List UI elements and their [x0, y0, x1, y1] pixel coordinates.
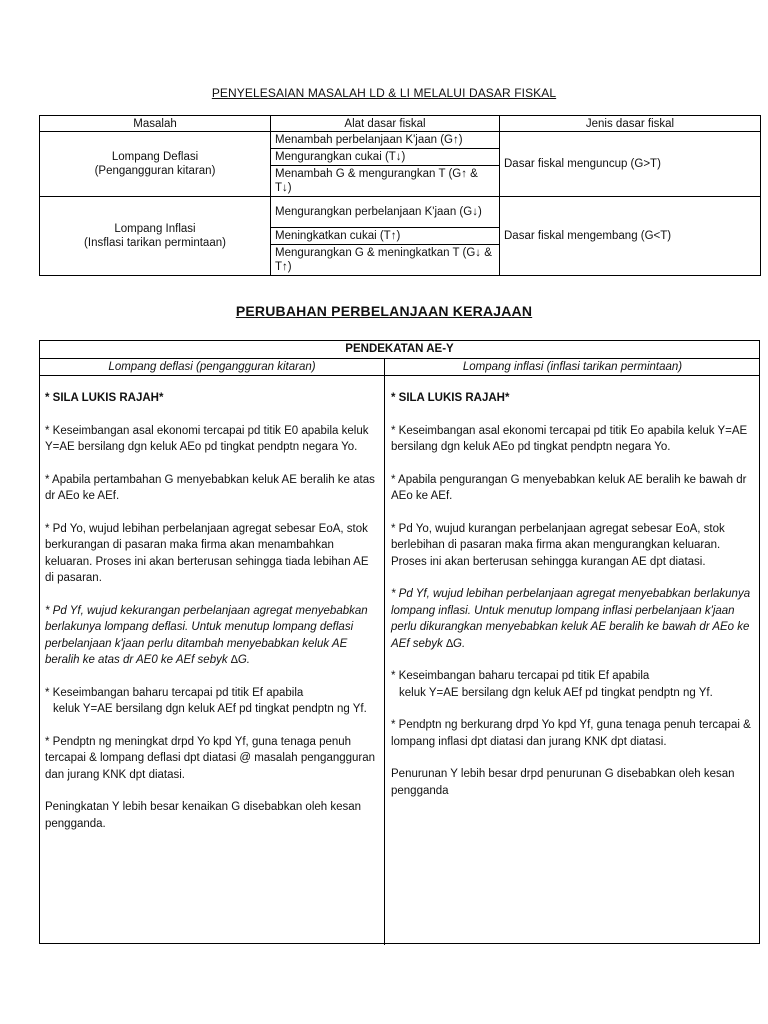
problem-cell-deflation [40, 132, 271, 197]
table-heading: PENDEKATAN AE-Y [40, 341, 759, 359]
paragraph: * Keseimbangan asal ekonomi tercapai pd titik E0 apabila keluk Y=AE bersilang dgn keluk AEo pd tingkat pendptn negara Yo. [45, 424, 369, 453]
column-header-type: Jenis dasar fiskal [500, 116, 761, 132]
instruction-text: * SILA LUKIS RAJAH* [391, 392, 510, 404]
paragraph: keluk Y=AE bersilang dgn keluk AEf pd tingkat pendptn ng Yf. [53, 703, 367, 715]
paragraph: * Apabila pertambahan G menyebabkan keluk AE beralih ke atas dr AEo ke AEf. [45, 473, 375, 502]
subheader-row [40, 359, 759, 376]
column-header-problem: Masalah [40, 116, 271, 132]
section-title: PERUBAHAN PERBELANJAAN KERAJAAN [235, 303, 533, 319]
page-title: PENYELESAIAN MASALAH LD & LI MELALUI DASAR FISKAL [211, 86, 557, 100]
paragraph: * Pd Yf, wujud lebihan perbelanjaan agregat menyebabkan berlakunya lompang inflasi. Untuk menutup lompang inflasi perbelanjaan k'jaan perlu dikurangkan menyebabkan keluk AE beralih ke bawah dr AEo ke AEf sebyk ∆G. [391, 588, 751, 650]
paragraph: * Pd Yo, wujud kurangan perbelanjaan agregat sebesar EoA, stok berlebihan di pasaran maka firma akan mengurangkan keluaran. Proses ini akan berterusan sehingga kurangan AE dpt diatasi. [391, 522, 725, 568]
policy-type-cell: Dasar fiskal menguncup (G>T) [500, 132, 761, 197]
table-row [40, 197, 761, 228]
right-column-subheader: Lompang inflasi (inflasi tarikan permintaan) [462, 361, 683, 373]
problem-subtitle: (Insflasi tarikan permintaan) [84, 237, 226, 249]
deflation-column [40, 376, 385, 945]
column-header-tool: Alat dasar fiskal [271, 116, 500, 132]
paragraph: * Keseimbangan baharu tercapai pd titik Ef apabila [391, 670, 650, 682]
table-body [40, 376, 759, 945]
problem-name: Lompang Inflasi [114, 223, 196, 235]
paragraph: * Pd Yf, wujud kekurangan perbelanjaan agregat menyebabkan berlakunya lompang deflasi. Untuk menutup lompang deflasi perbelanjaan k'jaan perlu ditambah menyebabkan keluk AE beralih ke atas dr AE0 ke AEf sebyk ∆G. [45, 604, 368, 666]
left-column-subheader: Lompang deflasi (pengangguran kitaran) [40, 359, 385, 375]
instruction-text: * SILA LUKIS RAJAH* [45, 392, 164, 404]
table-row [40, 132, 761, 149]
tool-cell: Mengurangkan cukai (T↓) [271, 149, 500, 166]
paragraph: Peningkatan Y lebih besar kenaikan G disebabkan oleh kesan pengganda. [45, 801, 362, 830]
paragraph: * Keseimbangan asal ekonomi tercapai pd titik Eo apabila keluk Y=AE bersilang dgn keluk AEo pd tingkat pendptn negara Yo. [391, 424, 748, 453]
paragraph: * Keseimbangan baharu tercapai pd titik Ef apabila [45, 686, 304, 699]
inflation-column [385, 376, 759, 945]
paragraph: * Apabila pengurangan G menyebabkan keluk AE beralih ke bawah dr AEo ke AEf. [391, 473, 747, 502]
tool-cell: Menambah perbelanjaan K'jaan (G↑) [271, 132, 500, 149]
paragraph: * Pendptn ng meningkat drpd Yo kpd Yf, guna tenaga penuh tercapai & lompang deflasi dpt diatasi @ masalah pengangguran dan jurang KNK dpt diatasi. [45, 735, 376, 781]
problem-subtitle: (Pengangguran kitaran) [94, 165, 216, 177]
table-header-row [40, 116, 761, 132]
tool-cell: Mengurangkan perbelanjaan K'jaan (G↓) [271, 197, 500, 228]
paragraph: Penurunan Y lebih besar drpd penurunan G disebabkan oleh kesan pengganda [391, 768, 735, 797]
policy-type-cell: Dasar fiskal mengembang (G<T) [500, 197, 761, 276]
problem-cell-inflation [40, 197, 271, 276]
fiscal-policy-table [39, 115, 761, 276]
tool-cell: Menambah G & mengurangkan T (G↑ & T↓) [271, 166, 500, 197]
tool-cell: Meningkatkan cukai (T↑) [271, 228, 500, 245]
paragraph: * Pendptn ng berkurang drpd Yo kpd Yf, guna tenaga penuh tercapai & lompang inflasi dpt diatasi dan jurang KNK dpt diatasi. [391, 719, 751, 748]
ae-y-approach-table [39, 340, 760, 944]
paragraph: * Pd Yo, wujud lebihan perbelanjaan agregat sebesar EoA, stok berkurangan di pasaran maka firma akan menambahkan keluaran. Proses ini akan berterusan sehingga tiada lebihan AE di pasaran. [45, 522, 369, 584]
problem-name: Lompang Deflasi [111, 151, 199, 163]
tool-cell: Mengurangkan G & meningkatkan T (G↓ & T↑) [271, 245, 500, 276]
paragraph: keluk Y=AE bersilang dgn keluk AEf pd tingkat pendptn ng Yf. [399, 686, 713, 699]
